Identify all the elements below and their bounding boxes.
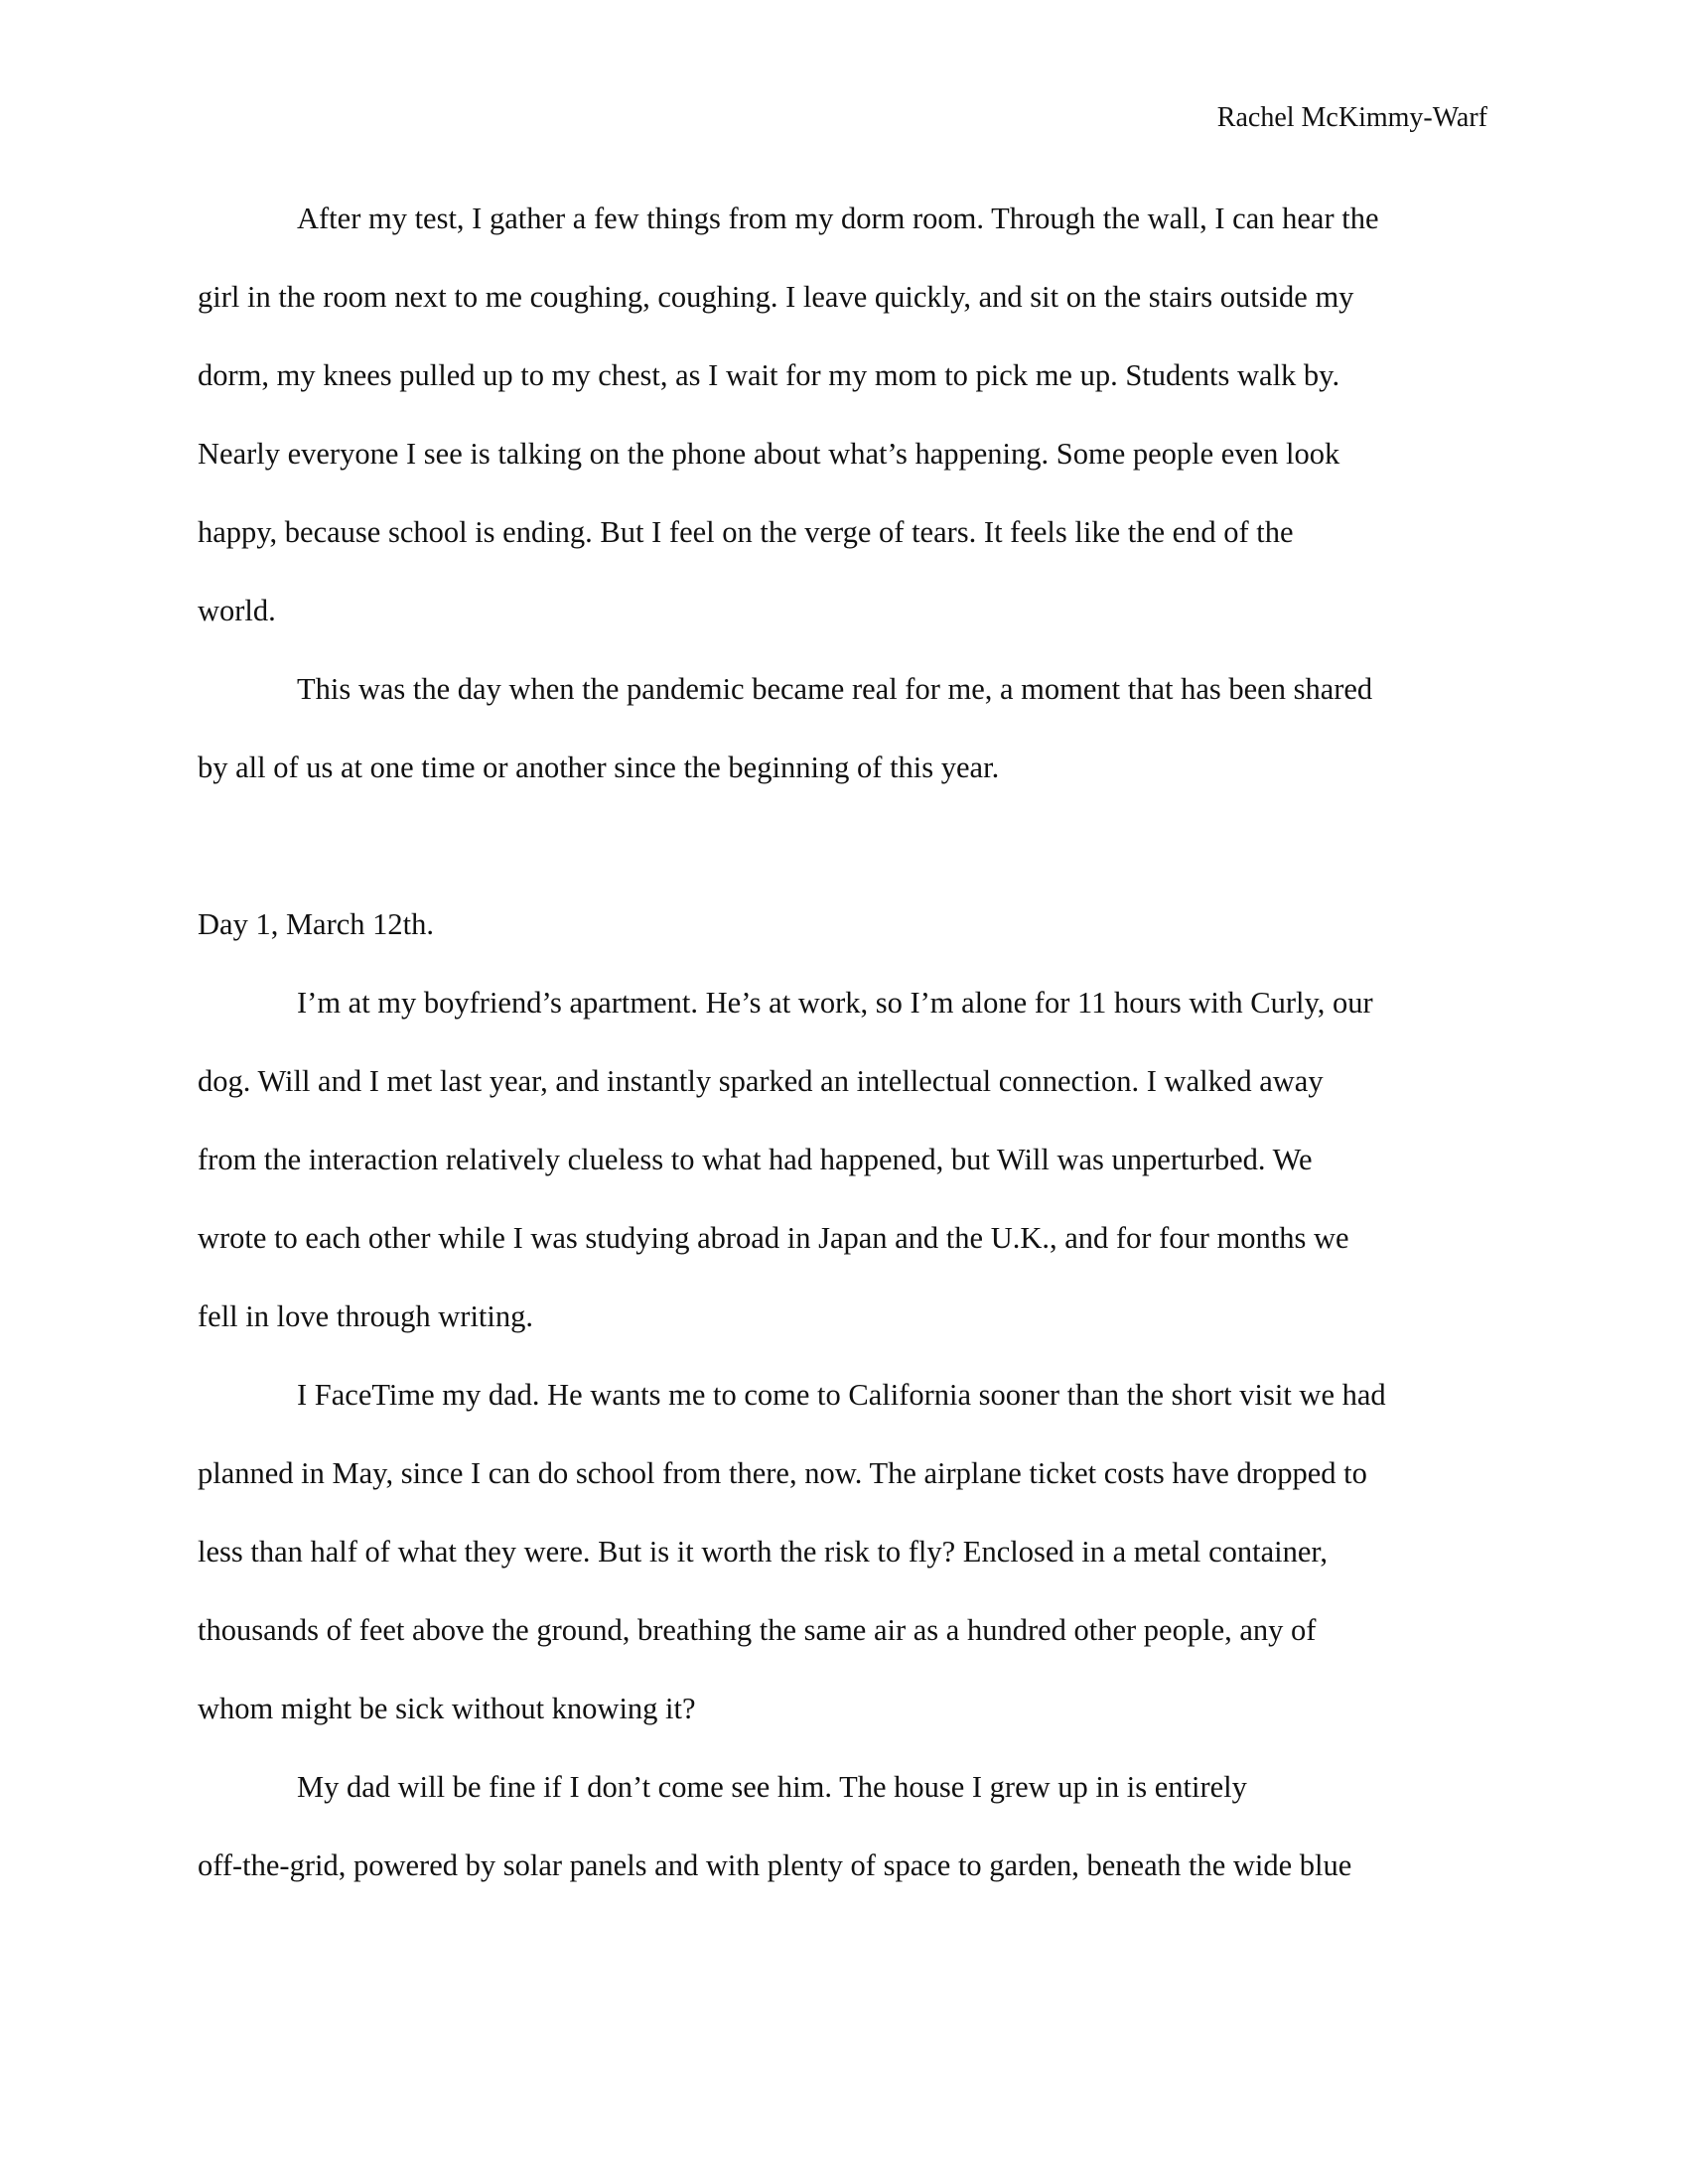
paragraph-line: My dad will be fine if I don’t come see him. The house I grew up in is entirely	[297, 1770, 1247, 1804]
paragraph-line: wrote to each other while I was studying abroad in Japan and the U.K., and for four months we	[198, 1221, 1349, 1255]
paragraph-line: dog. Will and I met last year, and instantly sparked an intellectual connection. I walked away	[198, 1064, 1324, 1098]
paragraph-line: girl in the room next to me coughing, coughing. I leave quickly, and sit on the stairs outside my	[198, 280, 1354, 314]
paragraph-line: by all of us at one time or another since the beginning of this year.	[198, 751, 1000, 784]
page-header-author: Rachel McKimmy-Warf	[1216, 102, 1487, 133]
paragraph-line: off-the-grid, powered by solar panels and with plenty of space to garden, beneath the wide blue	[198, 1848, 1352, 1882]
paragraph-line: less than half of what they were. But is it worth the risk to fly? Enclosed in a metal container,	[198, 1535, 1328, 1569]
paragraph-line: thousands of feet above the ground, breathing the same air as a hundred other people, any of	[198, 1613, 1317, 1647]
paragraph-line: Nearly everyone I see is talking on the phone about what’s happening. Some people even look	[198, 437, 1340, 471]
paragraph-line: dorm, my knees pulled up to my chest, as I wait for my mom to pick me up. Students walk by.	[198, 358, 1340, 392]
paragraph-line: fell in love through writing.	[198, 1299, 533, 1333]
paragraph-line: from the interaction relatively clueless to what had happened, but Will was unperturbed. We	[198, 1143, 1313, 1176]
section-heading-day-1: Day 1, March 12th.	[198, 907, 435, 941]
paragraph-line: world.	[198, 594, 276, 627]
paragraph-line: whom might be sick without knowing it?	[198, 1692, 696, 1725]
paragraph-line: This was the day when the pandemic became real for me, a moment that has been shared	[297, 672, 1373, 706]
paragraph-line: happy, because school is ending. But I feel on the verge of tears. It feels like the end of the	[198, 515, 1294, 549]
paragraph-line: After my test, I gather a few things from my dorm room. Through the wall, I can hear the	[297, 202, 1379, 235]
paragraph-line: I FaceTime my dad. He wants me to come to California sooner than the short visit we had	[297, 1378, 1386, 1412]
paragraph-line: I’m at my boyfriend’s apartment. He’s at work, so I’m alone for 11 hours with Curly, our	[297, 986, 1373, 1020]
paragraph-line: planned in May, since I can do school from there, now. The airplane ticket costs have dropped to	[198, 1456, 1367, 1490]
